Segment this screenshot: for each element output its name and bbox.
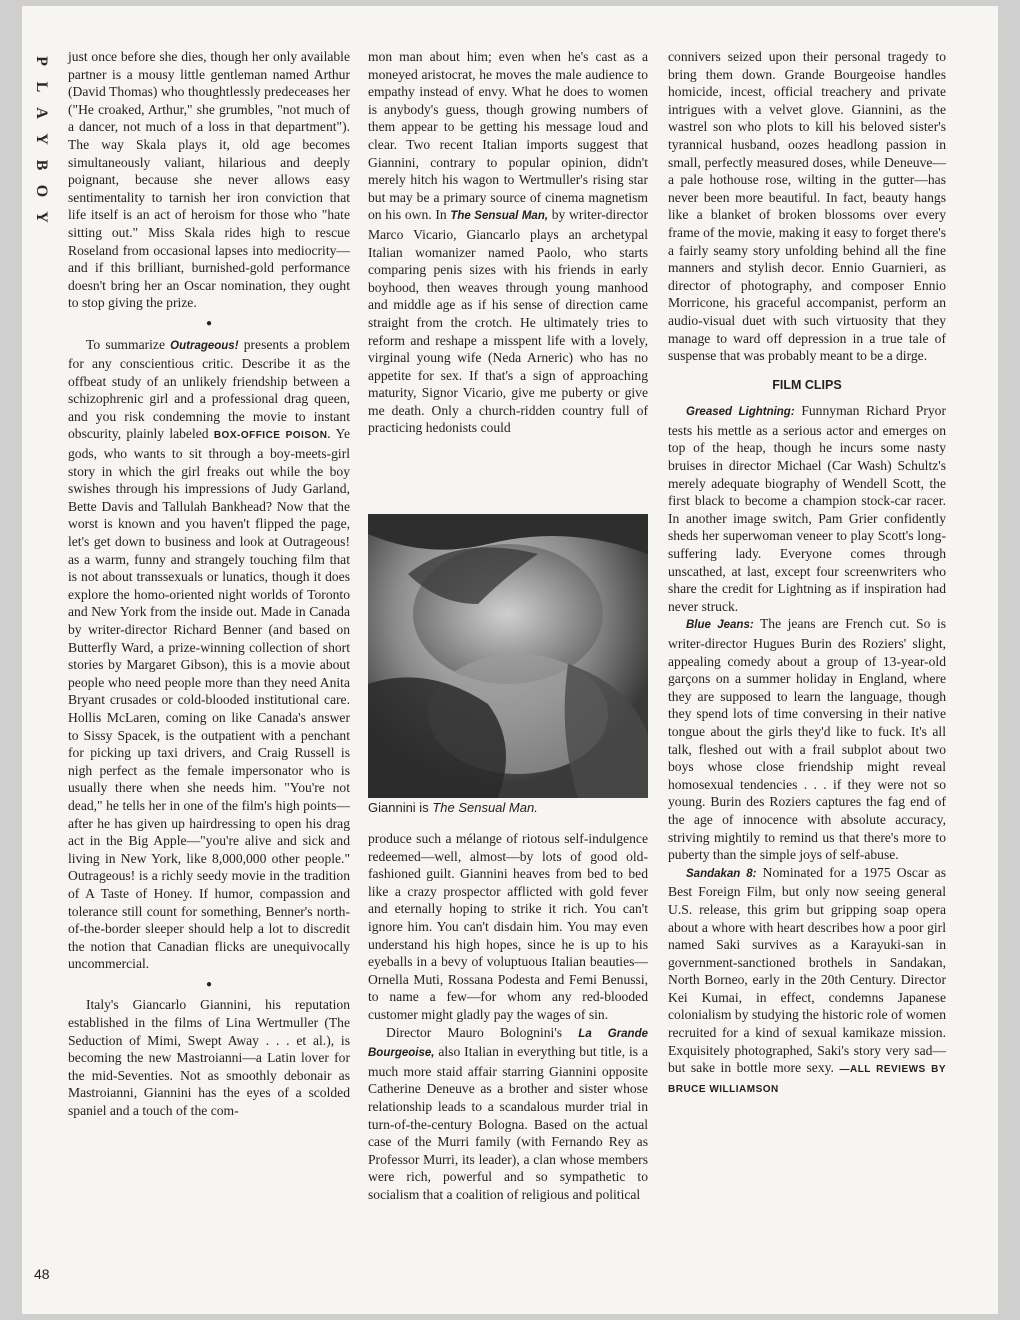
review-paragraph: produce such a mélange of riotous self-indulgence redeemed—well, almost—by lots of good old-fashioned guilt. Giannini heaves from bed to bed like a crazy prospector afflicted with gold fever and eternally hoping to strike it rich. You can't ignore him. You can't disdain him. You may even understand his high hopes, since he is up to his eyeballs in a bevy of voluptuous Italian beauties—Ornella Muti, Rossana Podesta and Femi Benussi, to name a few—for whom any red-blooded customer might gladly pay the wages of sin. [368, 831, 648, 1022]
section-bullet: ● [205, 317, 213, 329]
section-bullet: ● [205, 978, 213, 990]
review-paragraph: connivers seized upon their personal tragedy to bring them down. Grande Bourgeoise handles homicide, incest, official treachery and private intrigues with a velvet glove. Giannini, as the wastrel son who plots to kill his beloved sister's tyrannical husband, oozes headlong passion in small, perfectly measured doses, while Deneuve—a pale hothouse rose, wilting in the gutter—has never been more beautiful. In fact, beauty hangs like a blanket of broken blossoms over every frame of the movie, making it easy to forget there's a fairly seamy story unfolding behind all the fine manners and stylish decor. Ennio Guarnieri, as director of photography, and composer Ennio Morricone, his graceful accompanist, perform an audio-visual duet with such virtuosity that they manage to ward off depression in a true tale of suspense that was probably meant to be a dirge. [668, 49, 946, 364]
review-paragraph: To summarize Outrageous! presents a problem for any conscientious critic. Describe it as the offbeat study of an unlikely friendship between a schizophrenic girl and a professional drag queen, and you risk condemning the movie to instant obscurity, plainly labeled BOX-OFFICE POISON. Ye gods, who wants to sit through a boy-meets-girl story in which the girl freaks out while the boy swishes through his impressions of Judy Garland, Bette Davis and Tallulah Bankhead? Now that the worst is known and you haven't flipped the page, let's get down to business and look at Outrageous! as a warm, funny and strangely touching film that is not about transsexuals or lunatics, though it does explore the homo-oriented night worlds of Toronto and New York from the inside out. Made in Canada by writer-director Richard Benner (and based on Butterfly Ward, a prize-winning collection of short stories by Margaret Gibson), this is a movie about people who need people more than they need Anita Bryant crusades or cold-blooded institutional care. Hollis McLaren, coming on like Canada's answer to Sissy Spacek, is the outpatient with a penchant for picking up taxi drivers, and Craig Russell is nigh perfect as the female impersonator who is usually there when she needs him. "You're not dead," he tells her in one of the film's high points—after he has given up hairdressing to open his drag act in the Big Apple—"you're alive and sick and living in New York, like 8,000,000 other people." Outrageous! is a richly seedy movie in the tradition of A Taste of Honey. If humor, compassion and tolerance still count for something, Benner's north-of-the-border sleeper should help a lot to discredit the notion that Canadian flicks are unequivocally uncommercial. [68, 336, 350, 972]
masthead-letter: P [33, 56, 50, 66]
review-paragraph: Director Mauro Bolognini's La Grande Bourgeoise, also Italian in everything but title, is a much more staid affair starring Giannini opposite Catherine Deneuve as a brother and sister whose relationship leads to a scandalous murder trial in turn-of-the-century Bologna. Based on the actual case of the Murri family (with Fernando Rey as Professor Murri, its leader), a clan whose members were rich, powerful and so sympathetic to socialism that a coalition of religious and political [368, 1024, 648, 1202]
review-paragraph: Italy's Giancarlo Giannini, his reputation established in the films of Lina Wertmuller (The Seduction of Mimi, Swept Away . . . et al.), is becoming the new Mastroianni—a Latin lover for the mid-Seventies. Not as smoothly debonair as Mastroianni, Giannini has the eyes of a scolded spaniel and a touch of the com- [68, 997, 350, 1119]
masthead-letter: Y [33, 211, 50, 223]
column-2 [368, 48, 648, 437]
film-clip: Blue Jeans: The jeans are French cut. So is writer-director Hugues Burin des Roziers' slight, appealing comedy about a group of 13-year-old garçons on a summer holiday in England, where they are supposed to learn the language, though they spend lots of time conversing in their native tongue about the girls they'd like to fuck. It's all talk, fleshed out with a frail subplot about two boys whose close friendship might reveal homosexual tendencies . . . if they were not so young. Burin des Roziers captures the fag end of the age of innocence with absolute accuracy, striving mightily to remind us that there's more to puberty than the simple joys of self-abuse. [668, 616, 946, 863]
masthead-letter: B [33, 159, 50, 171]
column-2-continued [368, 830, 648, 1203]
caption-text: Giannini is [368, 800, 433, 815]
masthead [30, 48, 52, 230]
section-heading: FILM CLIPS [772, 377, 842, 392]
film-still-photo [368, 514, 648, 798]
review-paragraph: just once before she dies, though her only available partner is a mousy little gentleman named Arthur (David Thomas) who thoughtlessly predeceases her ("He croaked, Arthur," she grumbles, "not much of a dancer, not much of a loss in that department"). The way Skala plays it, old age becomes simultaneously valiant, hilarious and deeply poignant, because she never allows easy sentimentality to tarnish her iron conviction that life itself is an act of heroism for those who "hate sitting out." Miss Skala rides high to rescue Roseland from occasional lapses into mediocrity—and if this brilliant, burnished-gold performance doesn't bring her an Oscar nomination, they ought to stop giving the prize. [68, 49, 350, 311]
page-number: 48 [34, 1266, 50, 1282]
masthead-letter: O [33, 184, 50, 198]
film-clip: Sandakan 8: Nominated for a 1975 Oscar as Best Foreign Film, but only now seeing general U.S. release, this grim but gripping soap opera about a whore with heart describes how a poor girl named Saki survives as a Karayuki-san in government-sanctioned brothels in Sandakan, North Borneo, early in the 20th Century. Director Kei Kumai, in effect, condemns Japanese colonialism by studying the historic role of women recruited for a kind of sexual kamikaze mission. Exquisitely photographed, Saki's story very sad—but sake in bottle more sexy. —ALL REVIEWS BY BRUCE WILLIAMSON [668, 864, 947, 1095]
photo-caption [368, 800, 648, 815]
column-1 [68, 48, 350, 1120]
review-paragraph: mon man about him; even when he's cast as a moneyed aristocrat, he moves the male audience to empathy instead of envy. What he does to women is anybody's guess, though growing numbers of them appear to be getting his message loud and clear. Two recent Italian imports suggest that Giannini, contrary to popular opinion, didn't merely hitch his wagon to Wertmuller's rising star but may be a primary source of cinema magnetism on his own. In The Sensual Man, by writer-director Marco Vicario, Giancarlo plays an archetypal Italian womanizer named Paolo, who starts comparing penis sizes with his friends in early boyhood, then weaves through young manhood and middle age as if his sense of direction came straight from the crotch. He ultimately tries to reform and reshape a misspent life with a lovely, virginal young wife (Neda Arneric) who has no appetite for sex. If that's a sign of approaching maturity, Signor Vicario, give me puberty or give me death. Only a church-ridden country full of practicing hedonists could [368, 49, 649, 436]
masthead-letter: A [33, 107, 50, 119]
column-3 [668, 48, 946, 1098]
film-clip: Greased Lightning: Funnyman Richard Pryor tests his mettle as a serious actor and emerges on top of the heap, though he incurs some nasty bruises in director Michael (Car Wash) Schultz's merely adequate biography of Wendell Scott, the first black to become a champion stock-car racer. In another image switch, Pam Grier confidently sheds her superwoman veneer to play Scott's long-suffering lady. Everyone comes through unscathed, at last, except four screenwriters who share the credit for Lightning as if inspiration had never struck. [668, 403, 946, 614]
masthead-letter: Y [33, 133, 50, 145]
masthead-letter: L [33, 81, 50, 93]
caption-title: The Sensual Man. [432, 800, 538, 815]
